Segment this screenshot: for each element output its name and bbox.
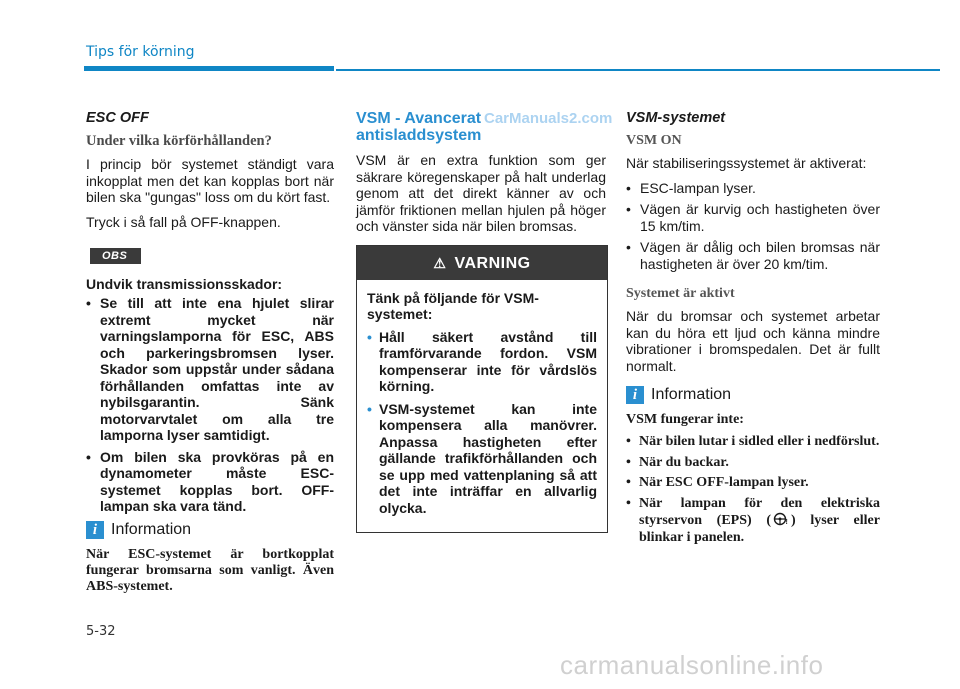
steering-wheel-icon (773, 512, 789, 526)
info-icon: i (626, 386, 644, 404)
warning-intro: Tänk på följande för VSM-systemet: (367, 289, 539, 322)
warning-box (356, 245, 608, 534)
section-title: Tips för körning (86, 44, 195, 60)
column-vsm (356, 110, 606, 533)
warning-title: VARNING (454, 254, 531, 272)
info-text: När ESC-systemet är bortkopplat fungerar bromsarna som vanligt. Även ABS-systemet. (86, 546, 334, 594)
info-label: Information (651, 386, 732, 403)
vsm-on-heading: VSM ON (626, 133, 682, 148)
vsm-heading: VSM - Avancerat antisladdsystem (356, 110, 482, 144)
vsm-system-heading: VSM-systemet (626, 110, 726, 126)
vsm-inactive-list (626, 434, 880, 546)
transmission-list (86, 295, 334, 515)
list-item: • När du backar. (626, 454, 729, 470)
esc-off-heading: ESC OFF (86, 110, 149, 126)
header-rule (336, 69, 940, 71)
system-active-paragraph: När du bromsar och systemet arbetar kan du höra ett ljud och känna mindre vibrationer i bromspedalen. Det är fullt normalt. (626, 308, 880, 374)
esc-off-instruction: Tryck i så fall på OFF-knappen. (86, 213, 281, 230)
warning-header (357, 246, 607, 280)
list-item: • Håll säkert avstånd till framförvarande fordon. VSM kompenserar inte för vårdslös körning. (367, 328, 597, 394)
vsm-on-list (626, 180, 880, 273)
page-number: 5-32 (86, 624, 116, 639)
list-item: • När bilen lutar i sidled eller i nedförslut. (626, 434, 880, 449)
conditions-heading: Under vilka körförhållanden? (86, 133, 272, 149)
warning-list (367, 329, 597, 517)
info-icon: i (86, 521, 104, 539)
info-label: Information (111, 520, 192, 538)
header-bar (84, 66, 334, 71)
list-item: • ESC-lampan lyser. (626, 179, 756, 196)
list-item: • Om bilen ska provköras på en dynamometer måste ESC-systemet kopplas bort. OFF-lampan ska vara tänd. (86, 448, 334, 514)
list-item: • Se till att inte ena hjulet slirar extremt mycket när varningslamporna för ESC, ABS och parkeringsbromsen lyser. Skador som uppstår under sådana förhållanden omfattas inte av nybilsgarantin. Sänk motorvarvtalet om alla tre lamporna lyser samtidigt. (86, 295, 334, 443)
info-header (626, 386, 880, 404)
list-item: • Vägen är dålig och bilen bromsas när hastigheten är över 20 km/tim. (626, 239, 880, 272)
info-subheading: VSM fungerar inte: (626, 412, 744, 427)
vsm-paragraph: VSM är en extra funktion som ger säkrare köregenskaper på halt underlag genom att det direkt känner av och jämför friktionen mellan hjulen på höger och vänster sida när bilen bromsas. (356, 152, 606, 234)
list-item: • VSM-systemet kan inte kompensera alla manövrer. Anpassa hastigheten efter gällande trafikförhållanden och se upp med vattenplaning så att det inte inträffar en allvarlig olycka. (367, 400, 597, 516)
info-header (86, 521, 334, 539)
esc-off-paragraph: I princip bör systemet ständigt vara inkopplat men det kan kopplas bort när bilen ska "gungas" loss om du kört fast. (86, 156, 334, 205)
warning-triangle-icon: ⚠ (433, 254, 447, 271)
svg-text:!: ! (785, 519, 788, 526)
system-active-heading: Systemet är aktivt (626, 286, 735, 301)
watermark-footer: carmanualsonline.info (560, 650, 824, 680)
warning-body (357, 280, 607, 533)
watermark: CarManuals2.com (484, 110, 613, 127)
list-item: • När lampan för den elektriska styrservon (EPS) ( ! ) lyser eller blinkar i panelen. (626, 495, 880, 545)
column-vsm-system (626, 110, 880, 550)
column-esc-off (86, 110, 334, 601)
vsm-on-paragraph: När stabiliseringssystemet är aktiverat: (626, 155, 867, 171)
obs-badge: OBS (90, 248, 141, 264)
list-item: • Vägen är kurvig och hastigheten över 15 km/tim. (626, 201, 880, 234)
list-item: • När ESC OFF-lampan lyser. (626, 475, 809, 490)
transmission-heading: Undvik transmissionsskador: (86, 276, 283, 292)
